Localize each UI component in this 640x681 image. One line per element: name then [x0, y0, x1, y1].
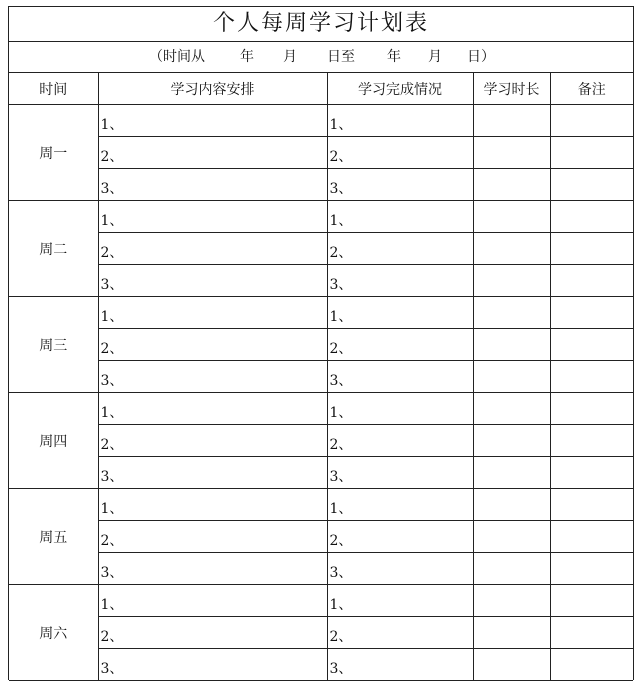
content-cell[interactable]	[98, 105, 327, 137]
duration-cell[interactable]	[473, 489, 550, 521]
day-cell: 周五	[9, 489, 98, 585]
line-number: 3、	[329, 181, 353, 197]
completion-cell[interactable]	[327, 297, 473, 329]
line-number: 2、	[329, 629, 353, 645]
completion-cell[interactable]	[327, 169, 473, 201]
notes-cell[interactable]	[550, 457, 633, 489]
notes-cell[interactable]	[550, 137, 633, 169]
duration-cell[interactable]	[473, 585, 550, 617]
completion-cell[interactable]	[327, 521, 473, 553]
duration-cell[interactable]	[473, 649, 550, 681]
notes-cell[interactable]	[550, 489, 633, 521]
notes-cell[interactable]	[550, 329, 633, 361]
table-row	[9, 169, 633, 201]
line-number: 2、	[100, 629, 124, 645]
duration-cell[interactable]	[473, 105, 550, 137]
notes-cell[interactable]	[550, 617, 633, 649]
line-number: 2、	[329, 341, 353, 357]
line-number: 3、	[329, 277, 353, 293]
date-range-year-2: 年	[387, 49, 401, 65]
completion-cell[interactable]	[327, 425, 473, 457]
content-cell[interactable]	[98, 489, 327, 521]
line-number: 2、	[100, 341, 124, 357]
completion-cell[interactable]	[327, 457, 473, 489]
notes-cell[interactable]	[550, 297, 633, 329]
completion-cell[interactable]	[327, 361, 473, 393]
duration-cell[interactable]	[473, 169, 550, 201]
notes-cell[interactable]	[550, 649, 633, 681]
completion-cell[interactable]	[327, 233, 473, 265]
table-row	[9, 553, 633, 585]
line-number: 2、	[329, 245, 353, 261]
duration-cell[interactable]	[473, 425, 550, 457]
notes-cell[interactable]	[550, 105, 633, 137]
table-row	[9, 137, 633, 169]
content-cell[interactable]	[98, 457, 327, 489]
duration-cell[interactable]	[473, 265, 550, 297]
notes-cell[interactable]	[550, 425, 633, 457]
table-row	[9, 105, 633, 137]
notes-cell[interactable]	[550, 393, 633, 425]
line-number: 3、	[329, 661, 353, 677]
table-row	[9, 521, 633, 553]
date-range-month-1: 月	[283, 49, 297, 65]
line-number: 1、	[100, 117, 124, 133]
table-row	[9, 265, 633, 297]
table-row	[9, 329, 633, 361]
content-cell[interactable]	[98, 329, 327, 361]
line-number: 1、	[100, 597, 124, 613]
weekly-plan-table	[9, 73, 633, 681]
duration-cell[interactable]	[473, 457, 550, 489]
table-row	[9, 297, 633, 329]
line-number: 3、	[329, 373, 353, 389]
duration-cell[interactable]	[473, 201, 550, 233]
day-cell: 周四	[9, 393, 98, 489]
notes-cell[interactable]	[550, 233, 633, 265]
duration-cell[interactable]	[473, 329, 550, 361]
date-range-open: （时间从	[149, 49, 205, 65]
completion-cell[interactable]	[327, 329, 473, 361]
header-duration: 学习时长	[473, 73, 550, 105]
completion-cell[interactable]	[327, 201, 473, 233]
content-cell[interactable]	[98, 361, 327, 393]
table-row	[9, 649, 633, 681]
notes-cell[interactable]	[550, 169, 633, 201]
line-number: 3、	[100, 181, 124, 197]
line-number: 3、	[100, 469, 124, 485]
header-time: 时间	[9, 73, 98, 105]
table-row	[9, 489, 633, 521]
line-number: 1、	[329, 501, 353, 517]
duration-cell[interactable]	[473, 233, 550, 265]
line-number: 1、	[100, 213, 124, 229]
page-title: 个人每周学习计划表	[9, 7, 633, 42]
completion-cell[interactable]	[327, 105, 473, 137]
date-range-close: 日）	[467, 49, 495, 65]
line-number: 3、	[100, 661, 124, 677]
duration-cell[interactable]	[473, 617, 550, 649]
duration-cell[interactable]	[473, 521, 550, 553]
table-row	[9, 201, 633, 233]
duration-cell[interactable]	[473, 137, 550, 169]
content-cell[interactable]	[98, 297, 327, 329]
line-number: 2、	[100, 245, 124, 261]
date-range-year-1: 年	[240, 49, 254, 65]
content-cell[interactable]	[98, 553, 327, 585]
date-range-to: 日至	[327, 49, 355, 65]
table-row	[9, 361, 633, 393]
notes-cell[interactable]	[550, 265, 633, 297]
line-number: 1、	[100, 501, 124, 517]
notes-cell[interactable]	[550, 521, 633, 553]
table-row	[9, 617, 633, 649]
completion-cell[interactable]	[327, 137, 473, 169]
line-number: 3、	[100, 277, 124, 293]
content-cell[interactable]	[98, 201, 327, 233]
duration-cell[interactable]	[473, 553, 550, 585]
content-cell[interactable]	[98, 585, 327, 617]
duration-cell[interactable]	[473, 393, 550, 425]
header-notes: 备注	[550, 73, 633, 105]
line-number: 2、	[100, 149, 124, 165]
content-cell[interactable]	[98, 393, 327, 425]
date-range-month-2: 月	[428, 49, 442, 65]
content-cell[interactable]	[98, 233, 327, 265]
notes-cell[interactable]	[550, 585, 633, 617]
line-number: 2、	[329, 149, 353, 165]
line-number: 2、	[329, 533, 353, 549]
line-number: 1、	[100, 405, 124, 421]
content-cell[interactable]	[98, 521, 327, 553]
completion-cell[interactable]	[327, 553, 473, 585]
table-row	[9, 425, 633, 457]
table-header-row	[9, 73, 633, 105]
completion-cell[interactable]	[327, 265, 473, 297]
content-cell[interactable]	[98, 617, 327, 649]
completion-cell[interactable]	[327, 489, 473, 521]
line-number: 3、	[329, 565, 353, 581]
table-row	[9, 585, 633, 617]
line-number: 1、	[329, 117, 353, 133]
line-number: 3、	[100, 373, 124, 389]
completion-cell[interactable]	[327, 649, 473, 681]
table-row	[9, 393, 633, 425]
header-content: 学习内容安排	[98, 73, 327, 105]
line-number: 1、	[329, 597, 353, 613]
line-number: 3、	[100, 565, 124, 581]
day-cell: 周六	[9, 585, 98, 681]
content-cell[interactable]	[98, 137, 327, 169]
completion-cell[interactable]	[327, 585, 473, 617]
content-cell[interactable]	[98, 265, 327, 297]
line-number: 2、	[100, 533, 124, 549]
line-number: 1、	[329, 213, 353, 229]
notes-cell[interactable]	[550, 553, 633, 585]
day-cell: 周三	[9, 297, 98, 393]
table-row	[9, 233, 633, 265]
line-number: 3、	[329, 469, 353, 485]
content-cell[interactable]	[98, 425, 327, 457]
duration-cell[interactable]	[473, 297, 550, 329]
line-number: 1、	[329, 309, 353, 325]
content-cell[interactable]	[98, 649, 327, 681]
day-cell: 周二	[9, 201, 98, 297]
notes-cell[interactable]	[550, 201, 633, 233]
completion-cell[interactable]	[327, 617, 473, 649]
date-range-row	[9, 42, 633, 73]
line-number: 2、	[329, 437, 353, 453]
line-number: 1、	[100, 309, 124, 325]
completion-cell[interactable]	[327, 393, 473, 425]
header-completion: 学习完成情况	[327, 73, 473, 105]
day-cell: 周一	[9, 105, 98, 201]
content-cell[interactable]	[98, 169, 327, 201]
table-row	[9, 457, 633, 489]
notes-cell[interactable]	[550, 361, 633, 393]
plan-sheet	[8, 6, 634, 680]
line-number: 1、	[329, 405, 353, 421]
line-number: 2、	[100, 437, 124, 453]
duration-cell[interactable]	[473, 361, 550, 393]
